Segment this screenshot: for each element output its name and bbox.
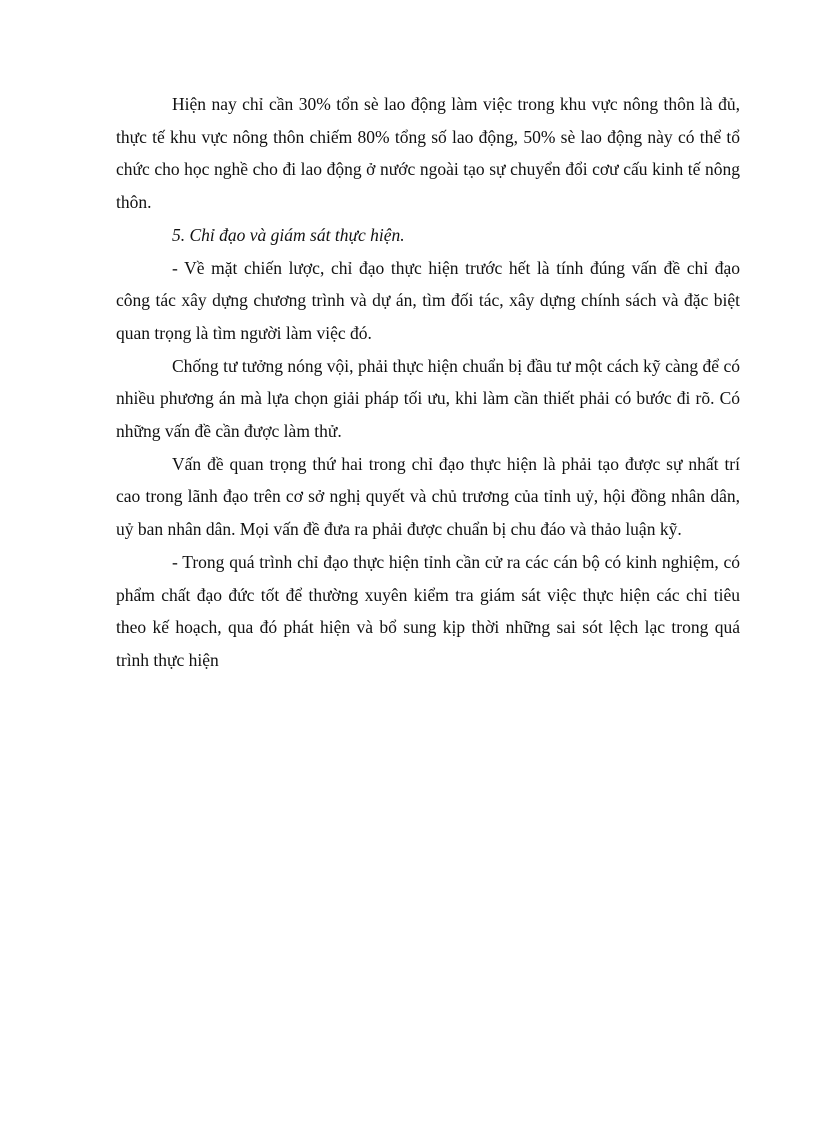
paragraph-supervision-cadres: - Trong quá trình chỉ đạo thực hiện tỉnh cần cử ra các cán bộ có kinh nghiệm, có phẩm chất đạo đức tốt để thường xuyên kiểm tra giám sát việc thực hiện các chỉ tiêu theo kế hoạch, qua đó phát hiện và bổ sung kịp thời những sai sót lệch lạc trong quá trình thực hiện [116, 551, 740, 670]
paragraph-consensus: Vấn đề quan trọng thứ hai trong chỉ đạo thực hiện là phải tạo được sự nhất trí cao trong lãnh đạo trên cơ sở nghị quyết và chủ trương của tỉnh uỷ, hội đồng nhân dân, uỷ ban nhân dân. Mọi vấn đề đưa ra phải được chuẩn bị chu đáo và thảo luận kỹ. [116, 453, 740, 540]
paragraph-labor-rural: Hiện nay chỉ cần 30% tổn sè lao động làm việc trong khu vực nông thôn là đủ, thực tế khu vực nông thôn chiếm 80% tổng số lao động, 50% sè lao động này có thể tổ chức cho học nghề cho đi lao động ở nước ngoài tạo sự chuyển đổi cơư cấu kinh tế nông thôn. [116, 94, 740, 213]
paragraph-avoid-haste: Chống tư tưởng nóng vội, phải thực hiện chuẩn bị đầu tư một cách kỹ càng để có nhiều phương án mà lựa chọn giải pháp tối ưu, khi làm cần thiết phải có bước đi rõ. Có những vấn đề cần được làm thử. [116, 355, 740, 442]
paragraph-strategy: - Về mặt chiến lược, chỉ đạo thực hiện trước hết là tính đúng vấn đề chỉ đạo công tác xây dựng chương trình và dự án, tìm đối tác, xây dựng chính sách và đặc biệt quan trọng là tìm người làm việc đó. [116, 257, 740, 343]
section-heading-direction-supervision: 5. Chỉ đạo và giám sát thực hiện. [172, 224, 405, 245]
document-body [116, 88, 740, 677]
